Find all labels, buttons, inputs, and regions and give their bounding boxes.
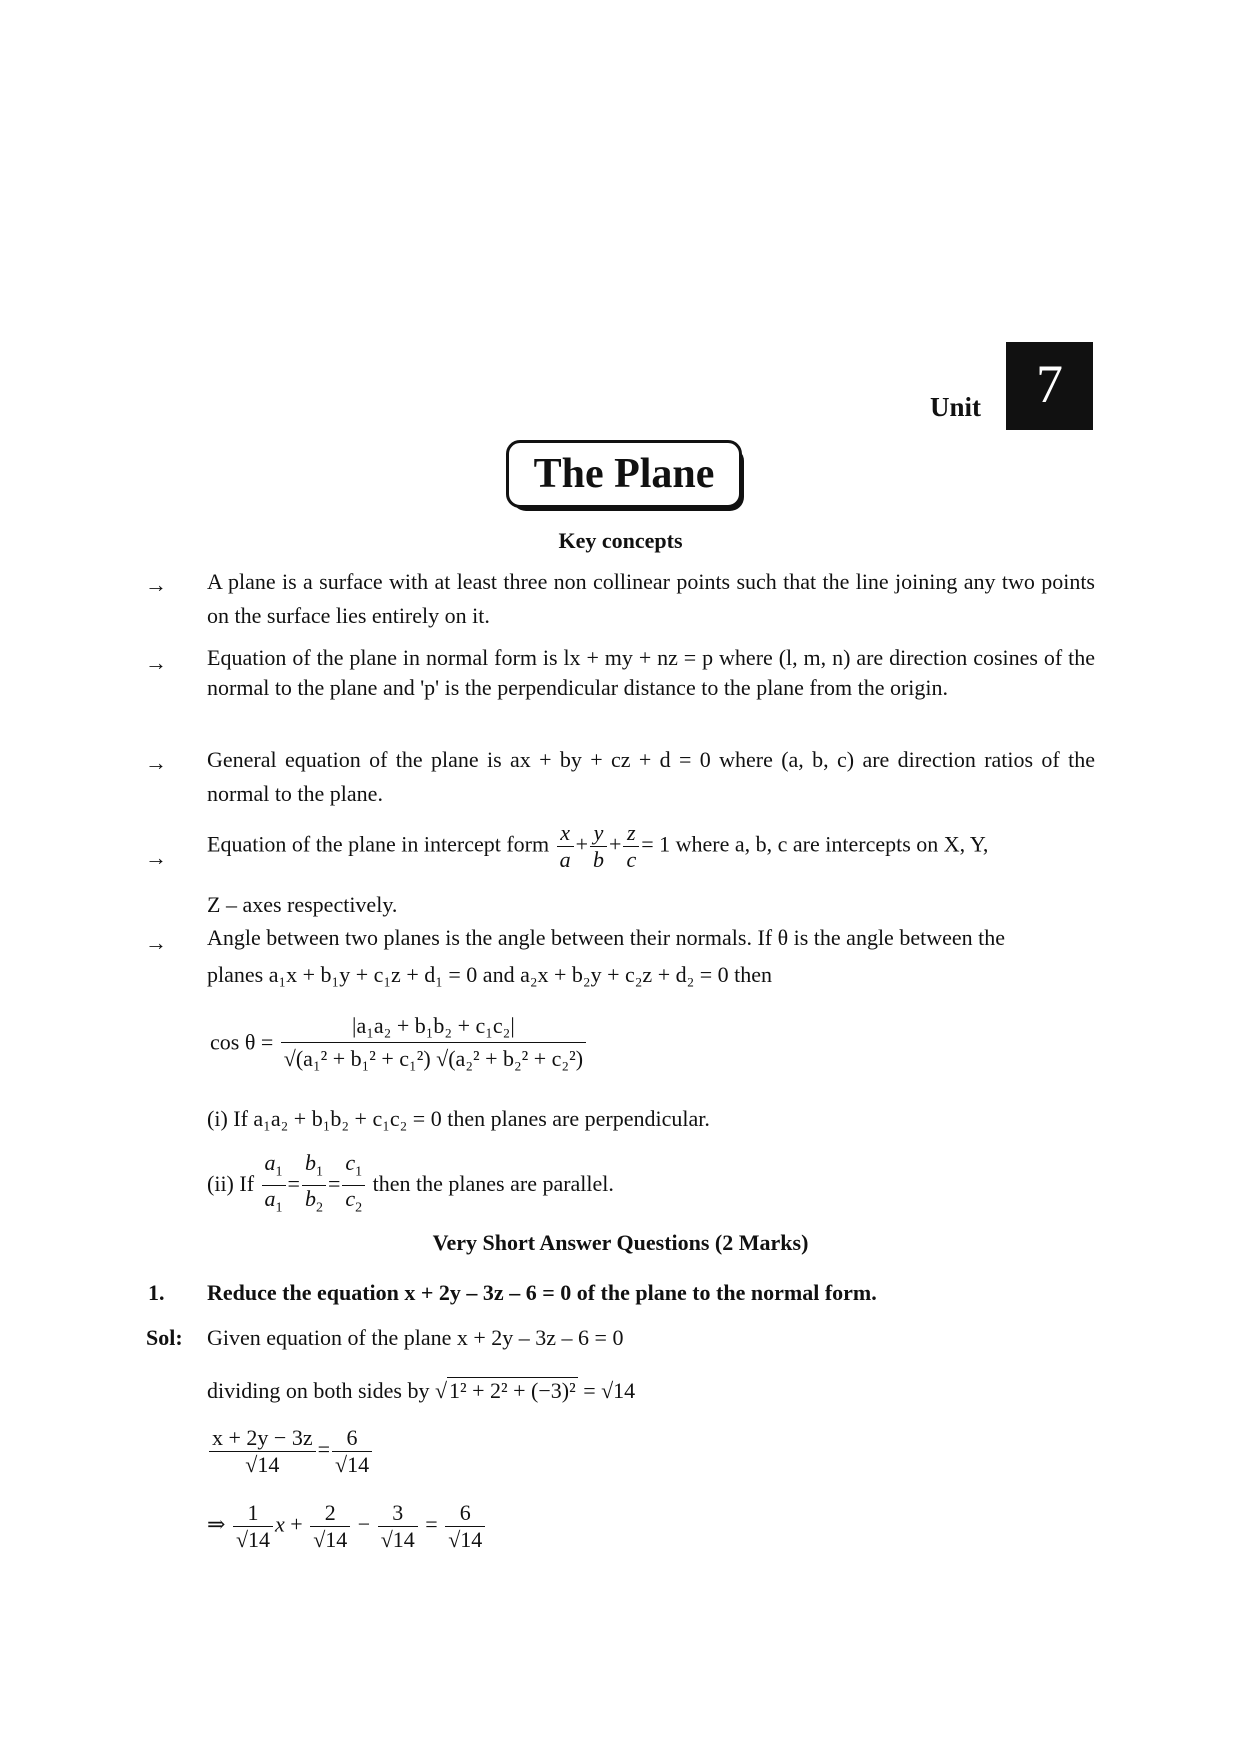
arrow-bullet: →: [145, 750, 167, 775]
step1-denominator: √14: [245, 1452, 280, 1477]
question-text: Reduce the equation x + 2y – 3z – 6 = 0 of the plane to the normal form.: [207, 1280, 877, 1305]
unit-label: Unit: [930, 392, 982, 422]
intercept-text: Equation of the plane in intercept form: [207, 831, 550, 857]
step2-num: 3: [378, 1500, 418, 1527]
fraction-x-a: $\frac{x}{a}$: [557, 820, 574, 873]
intercept-text-2: where a, b, c are intercepts on X, Y,: [675, 831, 989, 857]
cos-denominator: √(a₁² + b₁² + c₁²) √(a₂² + b₂² + c₂²): [283, 1046, 584, 1071]
concept-item: Equation of the plane in normal form is lx + my + nz = p where (l, m, n) are direction cosines of the normal to the plane and 'p' is the perpendicular distance to the plane from the origin.: [207, 645, 1095, 700]
fraction-y-b: $\frac{y}{b}$: [590, 820, 607, 873]
step1-rhs-numerator: 6: [332, 1425, 372, 1452]
fraction-b1-b2: $\frac{b_1}{b_2}$: [302, 1150, 326, 1222]
case-ii-prefix: (ii) If: [207, 1170, 255, 1196]
case-ii-suffix: then the planes are parallel.: [372, 1170, 614, 1196]
unit-number-badge: 7: [1006, 342, 1093, 430]
step2-frac-3: [378, 1500, 418, 1553]
step1-numerator: x + 2y − 3z: [209, 1425, 316, 1452]
fraction-z-c: $\frac{z}{c}$: [623, 820, 639, 873]
concept-item-planes: planes a₁x + b₁y + c₁z + d₁ = 0 and a₂x + b₂y + c₂z + d₂ = 0 then: [207, 962, 773, 987]
concept-item-cont: Z – axes respectively.: [207, 892, 398, 917]
step2-frac-1: [233, 1500, 273, 1553]
implies-symbol: ⇒: [207, 1511, 226, 1537]
section-heading: Very Short Answer Questions (2 Marks): [432, 1230, 809, 1255]
step2-frac-4: [445, 1500, 485, 1553]
step1-lhs-fraction: [209, 1425, 316, 1478]
cos-lhs: cos θ =: [210, 1029, 274, 1055]
step2-num: 6: [445, 1500, 485, 1527]
step2-num: 1: [233, 1500, 273, 1527]
concept-item: A plane is a surface with at least three non collinear points such that the line joining any two points on the surface lies entirely on it.: [207, 569, 1095, 628]
arrow-bullet: →: [145, 930, 167, 955]
concept-item: General equation of the plane is ax + by + cz + d = 0 where (a, b, c) are direction ratios of the normal to the plane.: [207, 747, 1095, 806]
sol-line2-result: = √14: [583, 1378, 636, 1403]
solution-step-2: ⇒ $\frac{1}{√14}$ x + $\frac{2}{√14}$ − $\frac{3}{√14}$ = $\frac{6}{√14}$: [207, 1500, 487, 1553]
case-parallel: (ii) If $\frac{a_1}{a_1}$ = $\frac{b_1}{b_2}$ = $\frac{c_1}{c_2}$ then the planes are parallel.: [207, 1150, 614, 1222]
step2-den: √14: [380, 1527, 415, 1552]
arrow-bullet: →: [145, 572, 167, 597]
step2-den: √14: [235, 1527, 271, 1552]
solution-step-1: $\frac{x + 2y - 3z}{√14}$ = $\frac{6}{√14}$: [207, 1425, 374, 1478]
solution-label: Sol:: [146, 1325, 183, 1350]
step2-num: 2: [310, 1500, 350, 1527]
case-perpendicular: (i) If a₁a₂ + b₁b₂ + c₁c₂ = 0 then planes are perpendicular.: [207, 1106, 710, 1131]
cos-fraction: [281, 1010, 586, 1075]
concept-item: Angle between two planes is the angle between their normals. If θ is the angle between the: [207, 925, 1005, 950]
step1-rhs-fraction: [332, 1425, 372, 1478]
step2-frac-2: [310, 1500, 350, 1553]
arrow-bullet: →: [145, 845, 167, 870]
cos-numerator: |a₁a₂ + b₁b₂ + c₁c₂|: [281, 1010, 586, 1043]
page-title: The Plane: [506, 440, 742, 508]
step1-rhs-denominator: √14: [335, 1452, 370, 1477]
fraction-c1-c2: $\frac{c_1}{c_2}$: [342, 1150, 365, 1222]
sqrt-expression: 1² + 2² + (−3)²: [449, 1378, 576, 1403]
step2-den: √14: [448, 1527, 483, 1552]
sol-line2-prefix: dividing on both sides by: [207, 1378, 430, 1403]
question-number: 1.: [148, 1280, 165, 1305]
key-concepts-heading: Key concepts: [558, 528, 683, 553]
solution-line-2: dividing on both sides by √1² + 2² + (−3)² = √14: [207, 1378, 636, 1403]
intercept-form-line: Equation of the plane in intercept form $\frac{x}{a}$ + $\frac{y}{b}$ + $\frac{z}{c}$ = 1 where a, b, c are intercepts on X, Y,: [207, 820, 989, 872]
solution-line-1: Given equation of the plane x + 2y – 3z – 6 = 0: [207, 1325, 624, 1350]
fraction-a1-a1: $\frac{a_1}{a_1}$: [262, 1150, 286, 1222]
step2-den: √14: [313, 1527, 348, 1552]
arrow-bullet: →: [145, 650, 167, 675]
cos-formula: [210, 1010, 588, 1075]
